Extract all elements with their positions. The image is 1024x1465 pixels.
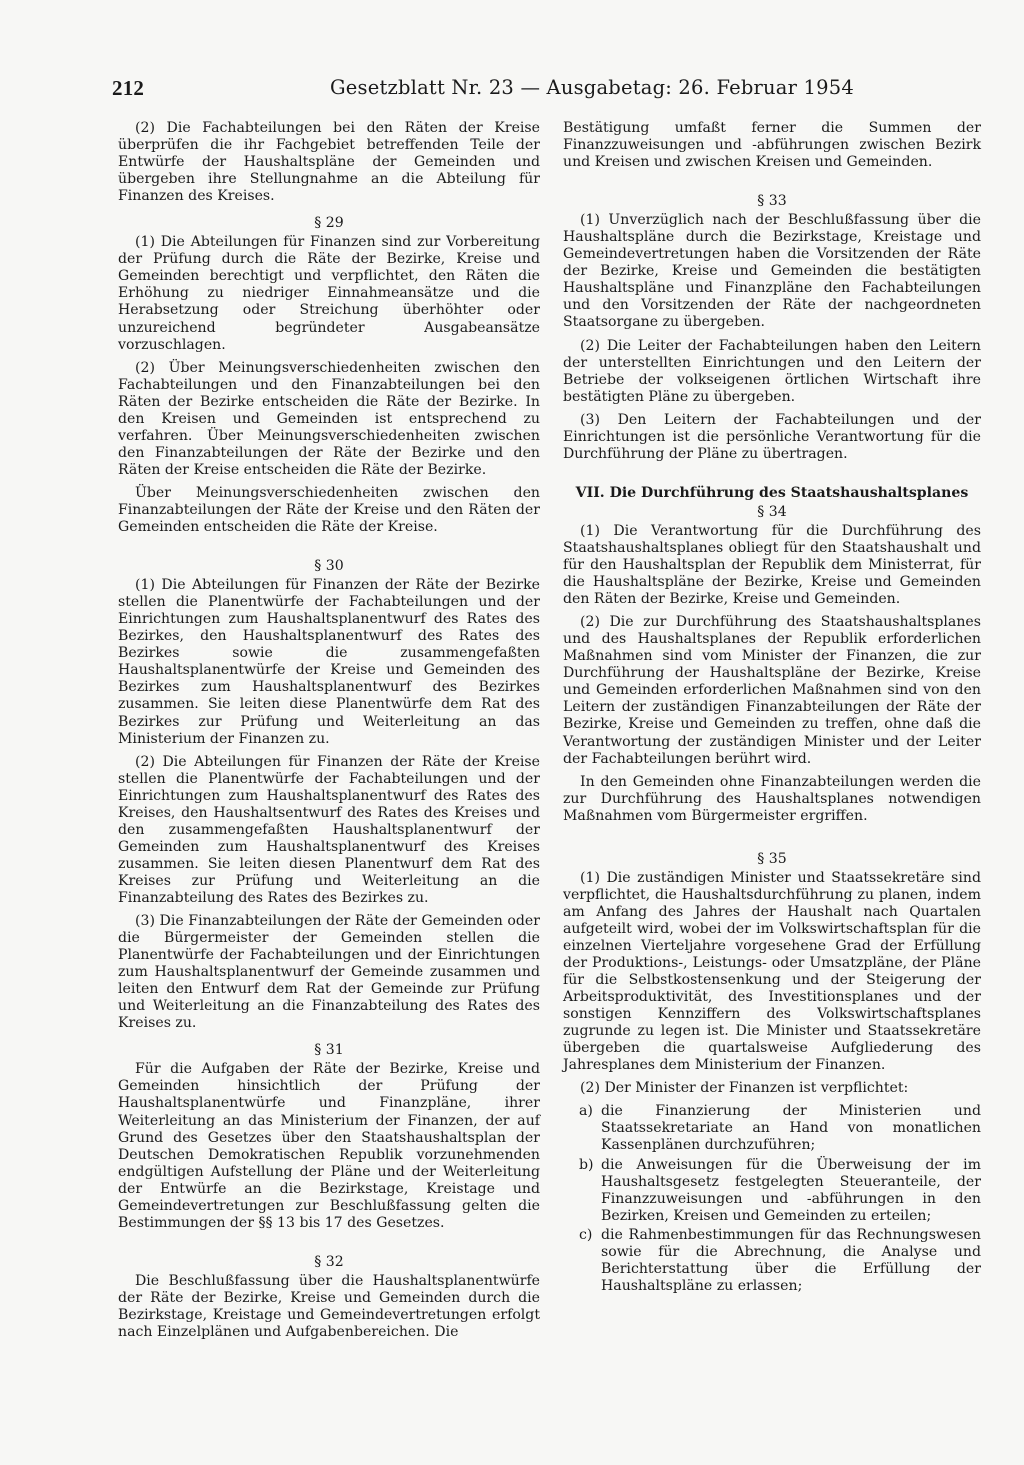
- section-heading: § 35: [757, 850, 787, 867]
- chapter-heading: VII. Die Durchführung des Staatshaushaltsplanes: [575, 484, 969, 501]
- paragraph: (1) Die zuständigen Minister und Staatssekretäre sind verpflichtet, die Haushaltsdurchführung zu planen, indem am Anfang des Jahres der Haushalt nach Quartalen aufgeteilt wird, wobei der im Volkswirtschaftsplan für die einzelnen Vierteljahre vorgesehene Grad der Erfüllung der Produktions-, Leistungs- oder Umsatzpläne, der Pläne für die Selbstkostensenkung und der Steigerung der Arbeitsproduktivität, des Investitionsplanes und der sonstigen Kennziffern des Volkswirtschaftsplanes zugrunde zu legen ist. Die Minister und Staatssekretäre übergeben die quartalsweise Aufgliederung des Jahresplanes dem Ministerium der Finanzen.: [563, 869, 981, 1074]
- section-heading: § 33: [757, 193, 787, 210]
- page-number: 212: [112, 76, 145, 100]
- paragraph: (2) Der Minister der Finanzen ist verpflichtet:: [580, 1080, 909, 1097]
- right-column: [563, 120, 981, 1297]
- section-heading: § 30: [314, 558, 344, 575]
- paragraph: (2) Die zur Durchführung des Staatshaushaltsplanes und des Haushaltsplanes der Republik erforderlichen Maßnahmen sind vom Minister der Finanzen, die zur Durchführung der Haushaltspläne der Bezirke, Kreise und Gemeinden erforderlichen Maßnahmen sind von den Leitern der zuständigen Finanzabteilungen der Räte der Bezirke, Kreise und Gemeinden zu treffen, ohne daß die Verantwortung der zuständigen Minister und der Leiter der Fachabteilungen berührt wird.: [563, 614, 981, 767]
- list-item: [563, 1157, 981, 1225]
- paragraph: (1) Die Verantwortung für die Durchführung des Staatshaushaltsplanes obliegt für den Staatshaushalt und für den Haushaltsplan der Republik dem Ministerrat, für die Haushaltspläne der Bezirke, Kreise und Gemeinden den Räten der Bezirke, Kreise und Gemeinden.: [563, 522, 981, 608]
- gazette-title: Gesetzblatt Nr. 23 — Ausgabetag: 26. Februar 1954: [330, 76, 854, 99]
- paragraph: Über Meinungsverschiedenheiten zwischen den Finanzabteilungen der Räte der Kreise und den Räten der Gemeinden entscheiden die Räte der Kreise.: [118, 484, 540, 536]
- list-text: die Finanzierung der Ministerien und Staatssekretariate an Hand von monatlichen Kassenplänen durchzuführen;: [601, 1103, 981, 1154]
- paragraph: Bestätigung umfaßt ferner die Summen der Finanzzuweisungen und -abführungen zwischen Bezirk und Kreisen und zwischen Kreisen und Gemeinden.: [563, 120, 981, 171]
- page-header: [112, 76, 974, 102]
- paragraph: (2) Über Meinungsverschiedenheiten zwischen den Fachabteilungen und den Finanzabteilungen bei den Räten der Bezirke entscheiden die Räte der Bezirke. In den Kreisen und Gemeinden ist entsprechend zu verfahren. Über Meinungsverschiedenheiten zwischen den Finanzabteilungen der Räte der Bezirke und den Räten der Kreise entscheiden die Räte der Bezirke.: [118, 359, 540, 478]
- paragraph: In den Gemeinden ohne Finanzabteilungen werden die zur Durchführung des Haushaltsplanes notwendigen Maßnahmen vom Bürgermeister ergriffen.: [563, 773, 981, 824]
- paragraph: (3) Die Finanzabteilungen der Räte der Gemeinden oder die Bürgermeister der Gemeinden stellen die Planentwürfe der Fachabteilungen und der Einrichtungen zum Haushaltsplanentwurf der Gemeinde zusammen und leiten den Entwurf dem Rat der Gemeinde zur Prüfung und Weiterleitung an die Finanzabteilung des Rates des Kreises zu.: [118, 913, 540, 1032]
- list-text: die Rahmenbestimmungen für das Rechnungswesen sowie für die Abrechnung, die Analyse und Berichterstattung über die Erfüllung der Haushaltspläne zu erlassen;: [601, 1226, 981, 1294]
- section-heading: § 29: [314, 215, 344, 232]
- section-heading: § 31: [314, 1042, 344, 1059]
- paragraph: (2) Die Leiter der Fachabteilungen haben den Leitern der unterstellten Einrichtungen und den Leitern der Betriebe der volkseigenen örtlichen Wirtschaft ihre bestätigten Pläne zu übergeben.: [563, 337, 981, 405]
- section-heading: § 32: [314, 1253, 344, 1270]
- paragraph: Für die Aufgaben der Räte der Bezirke, Kreise und Gemeinden hinsichtlich der Prüfung der Haushaltsplanentwürfe und Finanzpläne, ihrer Weiterleitung an das Ministerium der Finanzen, der auf Grund des Gesetzes über den Staatshaushaltsplan der Deutschen Demokratischen Republik vorzunehmenden endgültigen Aufstellung der Pläne und der Weiterleitung der Entwürfe an die Bezirkstage, Kreistage und Gemeindevertretungen zur Beschlußfassung gelten die Bestimmungen der §§ 13 bis 17 des Gesetzes.: [118, 1061, 540, 1231]
- paragraph: (2) Die Abteilungen für Finanzen der Räte der Kreise stellen die Planentwürfe der Fachabteilungen und der Einrichtungen zum Haushaltsplanentwurf des Rates des Kreises, den Haushaltsentwurf des Rates des Kreises und den zusammengefaßten Haushaltsplanentwurf der Gemeinden zum Haushaltsplanentwurf des Kreises zusammen. Sie leiten diesen Planentwurf dem Rat des Kreises zur Prüfung und Weiterleitung an die Finanzabteilung des Rates des Bezirkes zu.: [118, 753, 540, 906]
- paragraph: (3) Den Leitern der Fachabteilungen und der Einrichtungen ist die persönliche Verantwortung für die Durchführung der Pläne zu übertragen.: [563, 411, 981, 462]
- list-item: [563, 1227, 981, 1295]
- list-label: a): [579, 1103, 593, 1120]
- list-item: [563, 1103, 981, 1154]
- list-label: c): [579, 1226, 593, 1243]
- paragraph: Die Beschlußfassung über die Haushaltsplanentwürfe der Räte der Bezirke, Kreise und Gemeinden durch die Bezirkstage, Kreistage und Gemeindevertretungen erfolgt nach Einzelplänen und Aufgabenbereichen. Die: [118, 1272, 540, 1341]
- paragraph: (1) Unverzüglich nach der Beschlußfassung über die Haushaltspläne durch die Bezirkstage, Kreistage und Gemeindevertretungen haben die Vorsitzenden der Räte der Bezirke, Kreise und Gemeinden die bestätigten Haushaltspläne und Finanzpläne den Fachabteilungen und den Vorsitzenden der Räte der nachgeordneten Staatsorgane zu übergeben.: [563, 212, 981, 331]
- paragraph: (1) Die Abteilungen für Finanzen sind zur Vorbereitung der Prüfung durch die Räte der Bezirke, Kreise und Gemeinden berechtigt und verpflichtet, den Räten die Erhöhung zu niedriger Einnahmeansätze und die Herabsetzung oder Streichung überhöhter oder unzureichend begründeter Ausgabeansätze vorzuschlagen.: [118, 234, 540, 353]
- list-text: die Anweisungen für die Überweisung der im Haushaltsgesetz festgelegten Steueranteile, der Finanzzuweisungen und -abführungen in den Bezirken, Kreisen und Gemeinden zu erteilen;: [601, 1156, 981, 1224]
- paragraph: (1) Die Abteilungen für Finanzen der Räte der Bezirke stellen die Planentwürfe der Fachabteilungen und der Einrichtungen zum Haushaltsplanentwurf des Rates des Bezirkes, den Haushaltsplanentwurf des Rates des Bezirkes sowie die zusammengefaßten Haushaltsplanentwürfe der Kreise und Gemeinden des Bezirkes zum Haushaltsplanentwurf des Bezirkes zusammen. Sie leiten diese Planentwürfe dem Rat des Bezirkes zur Prüfung und Weiterleitung an das Ministerium der Finanzen zu.: [118, 577, 540, 747]
- list-label: b): [579, 1156, 594, 1173]
- left-column: [118, 120, 540, 1347]
- paragraph: (2) Die Fachabteilungen bei den Räten der Kreise überprüfen die ihr Fachgebiet betreffenden Teile der Entwürfe der Haushaltspläne der Gemeinden und übergeben ihre Stellungnahme an die Abteilung für Finanzen des Kreises.: [118, 120, 540, 205]
- section-heading: § 34: [757, 503, 787, 520]
